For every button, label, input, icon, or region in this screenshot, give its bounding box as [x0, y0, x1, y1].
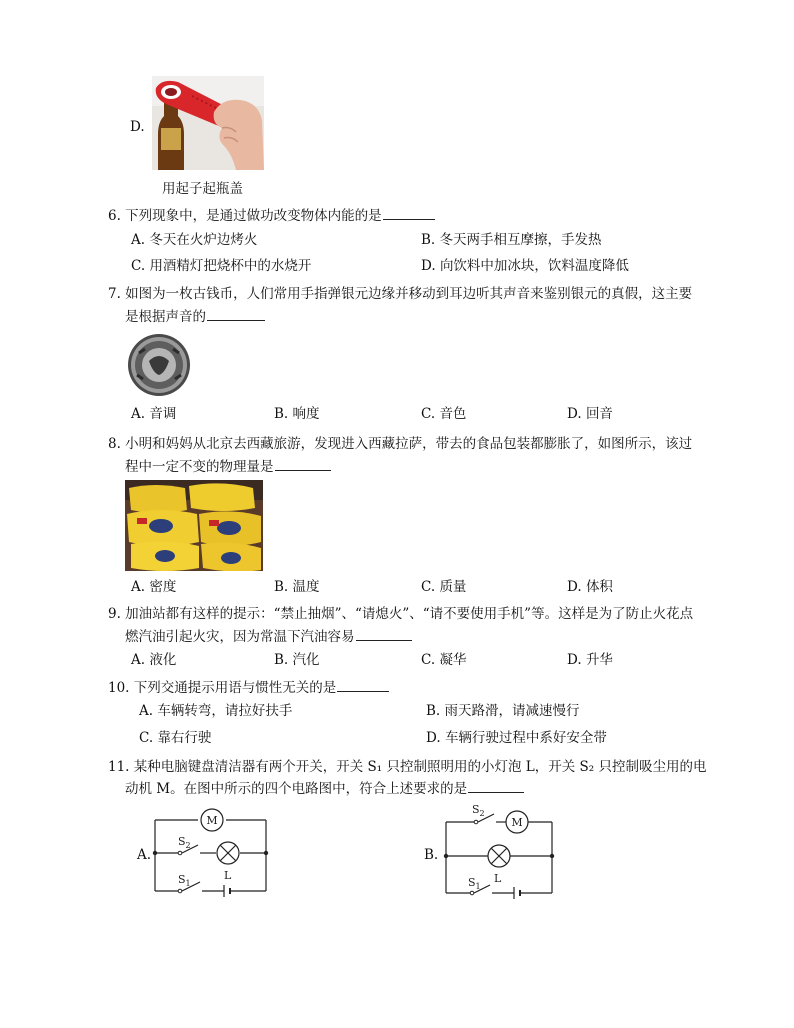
option-key: B.: [274, 579, 289, 595]
q11-stem-line1: 11. 某种电脑键盘清洁器有两个开关，开关 S₁ 只控制照明用的小灯泡 L，开关 S₂ 只控制吸尘用的电: [108, 759, 707, 775]
q8-option-c[interactable]: [421, 577, 466, 597]
q9-stem-line1: 9. 加油站都有这样的提示：“禁止抽烟”、“请熄火”、“请不要使用手机”等。这样是为了防止火花点: [108, 606, 694, 622]
option-text: 冬天在火炉边烤火: [149, 232, 258, 248]
q10-stem-text: 10. 下列交通提示用语与惯性无关的是: [108, 680, 337, 696]
q8-option-d[interactable]: [567, 577, 613, 597]
option-key: D.: [567, 579, 582, 595]
q6-stem: [108, 206, 435, 226]
option-text: 车辆转弯，请拉好扶手: [157, 703, 293, 719]
q9-option-a[interactable]: [131, 650, 176, 670]
option-text: 升华: [585, 652, 613, 668]
option-key: B.: [274, 406, 289, 422]
option-key: D.: [426, 730, 441, 746]
q10-answer-blank[interactable]: [337, 678, 389, 692]
q9-option-c[interactable]: [421, 650, 466, 670]
option-key: C.: [131, 258, 146, 274]
option-key: C.: [421, 579, 436, 595]
bottle-opener-image: [152, 76, 264, 170]
option-text: 回音: [585, 406, 613, 422]
q9-answer-blank[interactable]: [356, 627, 412, 641]
option-key: A.: [131, 652, 146, 668]
q10-option-b[interactable]: [426, 701, 580, 721]
switch-s2-label: $S_2$: [178, 835, 191, 850]
q11-stem-line2-text: 动机 M。在图中所示的四个电路图中，符合上述要求的是: [125, 781, 468, 797]
option-text: 车辆行驶过程中系好安全带: [444, 730, 607, 746]
option-text: 音调: [149, 406, 177, 422]
q7-option-b[interactable]: [274, 404, 320, 424]
q8-option-b[interactable]: [274, 577, 320, 597]
q7-option-d[interactable]: [567, 404, 613, 424]
q7-option-a[interactable]: [131, 404, 176, 424]
q6-answer-blank[interactable]: [383, 206, 435, 220]
q7-answer-blank[interactable]: [207, 307, 265, 321]
option-text: 雨天路滑，请减速慢行: [444, 703, 580, 719]
option-key: A.: [139, 703, 154, 719]
option-text: 凝华: [439, 652, 467, 668]
option-key: D.: [567, 652, 582, 668]
q6-option-c[interactable]: [131, 256, 311, 276]
motor-label: M: [206, 814, 218, 827]
q7-stem-line1: 7. 如图为一枚古钱币，人们常用手指弹银元边缘并移动到耳边听其声音来鉴别银元的真假，这主要: [108, 286, 693, 302]
q9-stem-line2-text: 燃汽油引起火灾，因为常温下汽油容易: [125, 629, 355, 645]
option-key: C.: [421, 652, 436, 668]
option-text: 靠右行驶: [157, 730, 212, 746]
q6-stem-text: 6. 下列现象中，是通过做功改变物体内能的是: [108, 208, 382, 224]
q6-option-b[interactable]: [421, 230, 602, 250]
option-key: C.: [421, 406, 436, 422]
q7-stem-line2: [125, 307, 265, 327]
option-text: 响度: [292, 406, 320, 422]
option-key: D.: [567, 406, 582, 422]
q10-option-d[interactable]: [426, 728, 607, 748]
q9-option-d[interactable]: [567, 650, 613, 670]
option-key: B.: [274, 652, 289, 668]
option-key: A.: [131, 406, 146, 422]
option-text: 向饮料中加冰块，饮料温度降低: [439, 258, 629, 274]
option-text: 汽化: [292, 652, 320, 668]
option-key: A.: [131, 232, 146, 248]
q11-stem-line2: [125, 779, 524, 799]
circuit-b-diagram[interactable]: [438, 800, 563, 900]
q8-answer-blank[interactable]: [275, 457, 331, 471]
q8-stem-line1: 8. 小明和妈妈从北京去西藏旅游，发现进入西藏拉萨，带去的食品包装都膨胀了，如图所示，该过: [108, 436, 693, 452]
option-key: C.: [139, 730, 154, 746]
switch-s1-label: $S_1$: [178, 873, 191, 888]
option-text: 冬天两手相互摩擦，手发热: [439, 232, 602, 248]
circuit-b-label[interactable]: B.: [424, 847, 439, 863]
circuit-a-diagram[interactable]: [150, 805, 280, 900]
option-text: 密度: [149, 579, 177, 595]
q10-stem: [108, 678, 389, 698]
q8-stem-line2-text: 程中一定不变的物理量是: [125, 459, 274, 475]
q6-option-a[interactable]: [131, 230, 257, 250]
q7-stem-line2-text: 是根据声音的: [125, 309, 206, 325]
q5-option-d-label: D.: [130, 119, 145, 135]
q7-option-c[interactable]: [421, 404, 466, 424]
option-key: B.: [421, 232, 436, 248]
ancient-coin-image: [125, 331, 193, 399]
food-package-image: [125, 480, 263, 571]
q8-option-a[interactable]: [131, 577, 176, 597]
option-text: 液化: [149, 652, 177, 668]
q8-stem-line2: [125, 457, 331, 477]
option-text: 用酒精灯把烧杯中的水烧开: [149, 258, 312, 274]
motor-label: M: [511, 816, 523, 829]
option-text: 温度: [292, 579, 320, 595]
q6-option-d[interactable]: [421, 256, 629, 276]
option-text: 音色: [439, 406, 467, 422]
option-key: B.: [426, 703, 441, 719]
q9-stem-line2: [125, 627, 412, 647]
q10-option-c[interactable]: [139, 728, 211, 748]
circuit-a-label[interactable]: A.: [137, 847, 152, 863]
option-key: A.: [131, 579, 146, 595]
option-key: D.: [421, 258, 436, 274]
lamp-label: L: [224, 869, 232, 882]
switch-s1-label: $S_1$: [468, 876, 481, 891]
q9-option-b[interactable]: [274, 650, 320, 670]
lamp-label: L: [494, 872, 502, 885]
q11-answer-blank[interactable]: [468, 779, 524, 793]
q10-option-a[interactable]: [139, 701, 292, 721]
switch-s2-label: $S_2$: [472, 803, 485, 818]
q5-option-d-caption: 用起子起瓶盖: [162, 181, 243, 197]
option-text: 体积: [585, 579, 613, 595]
option-text: 质量: [439, 579, 467, 595]
